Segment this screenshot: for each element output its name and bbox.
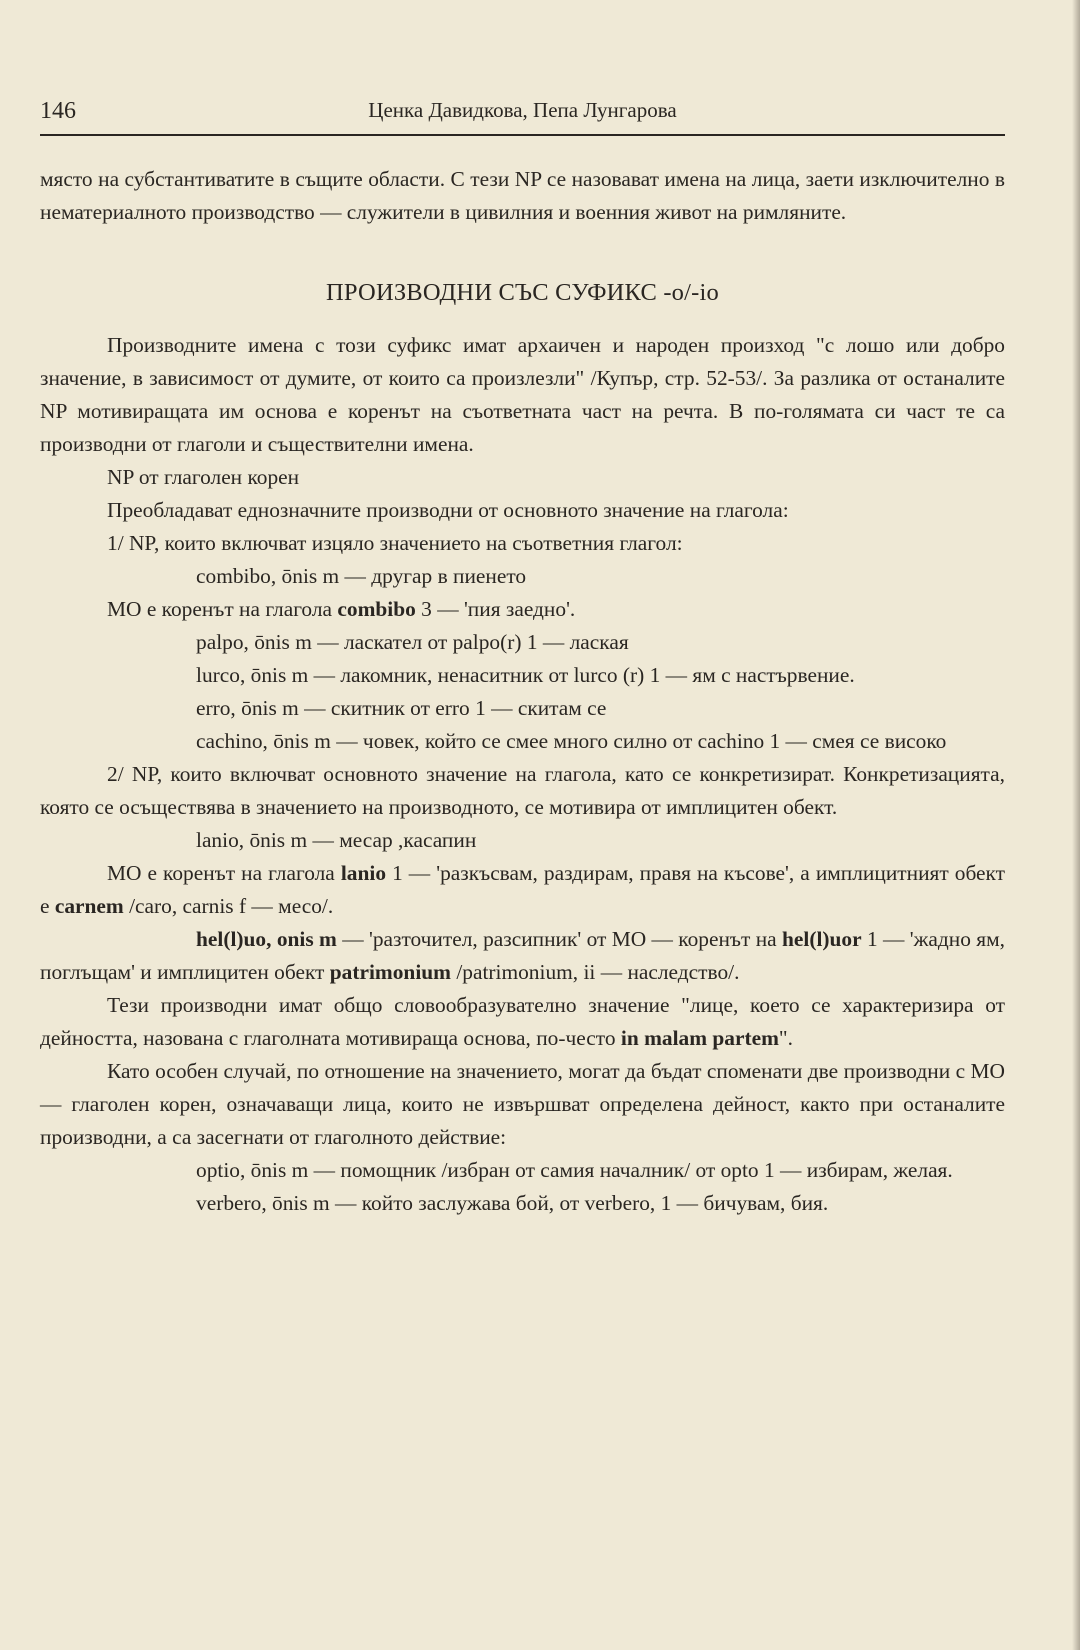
example-helluo: [40, 923, 1005, 989]
paragraph-mo-lanio: [40, 857, 1005, 923]
paragraph-intro: Производните имена с този суфикс имат архаичен и народен произход "с лошо или добро значение, в зависимост от думите, от които са произлезли" /Купър, стр. 52-53/. За разлика от останалите NP мотивиращата им основа е коренът на съответната част на речта. В по-голямата си част те са производни от глаголи и съществителни имена.: [40, 333, 1005, 456]
paragraph-predominant: Преобладават еднозначните производни от основното значение на глагола:: [107, 498, 789, 522]
paragraph-general-meaning: [40, 989, 1005, 1055]
text-span: MO е коренът на глагола: [107, 861, 341, 885]
term-bold: combibo: [337, 597, 416, 621]
text-span: 1 — 'разкъсвам, раздирам, правя на късове', а имплицитният обект е: [40, 861, 1005, 918]
header-rule: [40, 134, 1005, 136]
list-item-2: 2/ NP, които включват основното значение на глагола, като се конкретизират. Конкретизацията, която се осъществява в значението на производното, се мотивира от имплицитен обект.: [40, 762, 1005, 819]
list-item-1: 1/ NP, които включват изцяло значението на съответния глагол:: [107, 531, 683, 555]
text-span: Тези производни имат общо словообразувателно значение "лице, което се характеризира от дейността, назована с глаголната мотивираща основа, по-често: [40, 993, 1005, 1050]
example-combibo: combibo, ōnis m — другар в пиенето: [196, 564, 527, 588]
paragraph-continuation: място на субстантиватите в същите области. С тези NP се назовават имена на лица, заети изключително в нематериалното производство — служители в цивилния и военния живот на римляните.: [40, 167, 1005, 224]
text-span: MO е коренът на глагола: [107, 597, 338, 621]
term-bold: patrimonium: [329, 960, 451, 984]
text-span: /caro, carnis f — месо/.: [123, 894, 334, 918]
section-heading: ПРОИЗВОДНИ СЪС СУФИКС -o/-io: [326, 279, 719, 306]
text-span: 1 — 'жадно ям, поглъщам' и имплицитен обект: [40, 927, 1005, 984]
page-number: 146: [40, 98, 76, 124]
subheading-np-verbal-root: NP от глаголен корен: [107, 465, 300, 489]
example-lanio: lanio, ōnis m — месар ,касапин: [196, 828, 477, 852]
running-head: Ценка Давидкова, Пепа Лунгарова: [368, 98, 677, 122]
text-span: 3 — 'пия заедно'.: [415, 597, 576, 621]
example-optio: optio, ōnis m — помощник /избран от самия началник/ от opto 1 — избирам, желая.: [196, 1158, 953, 1182]
text-span: ".: [778, 1026, 794, 1050]
example-verbero: verbero, ōnis m — който заслужава бой, от verbero, 1 — бичувам, бия.: [196, 1191, 829, 1215]
term-bold: lanio: [340, 861, 387, 885]
body-text: [40, 163, 1005, 1220]
text-span: /patrimonium, ii — наследство/.: [450, 960, 740, 984]
example-erro: erro, ōnis m — скитник от erro 1 — скитам се: [196, 696, 607, 720]
page-edge-shadow: [1072, 0, 1080, 1650]
paragraph-special-case: Като особен случай, по отношение на значението, могат да бъдат споменати две производни с MO — глаголен корен, означаващи лица, които не извършват определена дейност, както при останалите производни, а са засегнати от глаголното действие:: [40, 1059, 1005, 1149]
example-cachino: cachino, ōnis m — човек, който се смее много силно от cachino 1 — смея се високо: [196, 729, 947, 753]
page-header: [40, 98, 1005, 134]
term-bold: in malam partem: [620, 1026, 779, 1050]
term-bold: carnem: [54, 894, 124, 918]
term-bold: hel(l)uor: [782, 927, 862, 951]
text-span: — 'разточител, разсипник' от MO — коренът на: [336, 927, 782, 951]
example-lurco: lurco, ōnis m — лакомник, ненаситник от lurco (r) 1 — ям с настървение.: [196, 663, 855, 687]
term-bold: hel(l)uo, onis m: [196, 927, 337, 951]
example-palpo: palpo, ōnis m — ласкател от palpo(r) 1 — лаская: [196, 630, 629, 654]
paragraph-mo-combibo: [40, 593, 1005, 626]
